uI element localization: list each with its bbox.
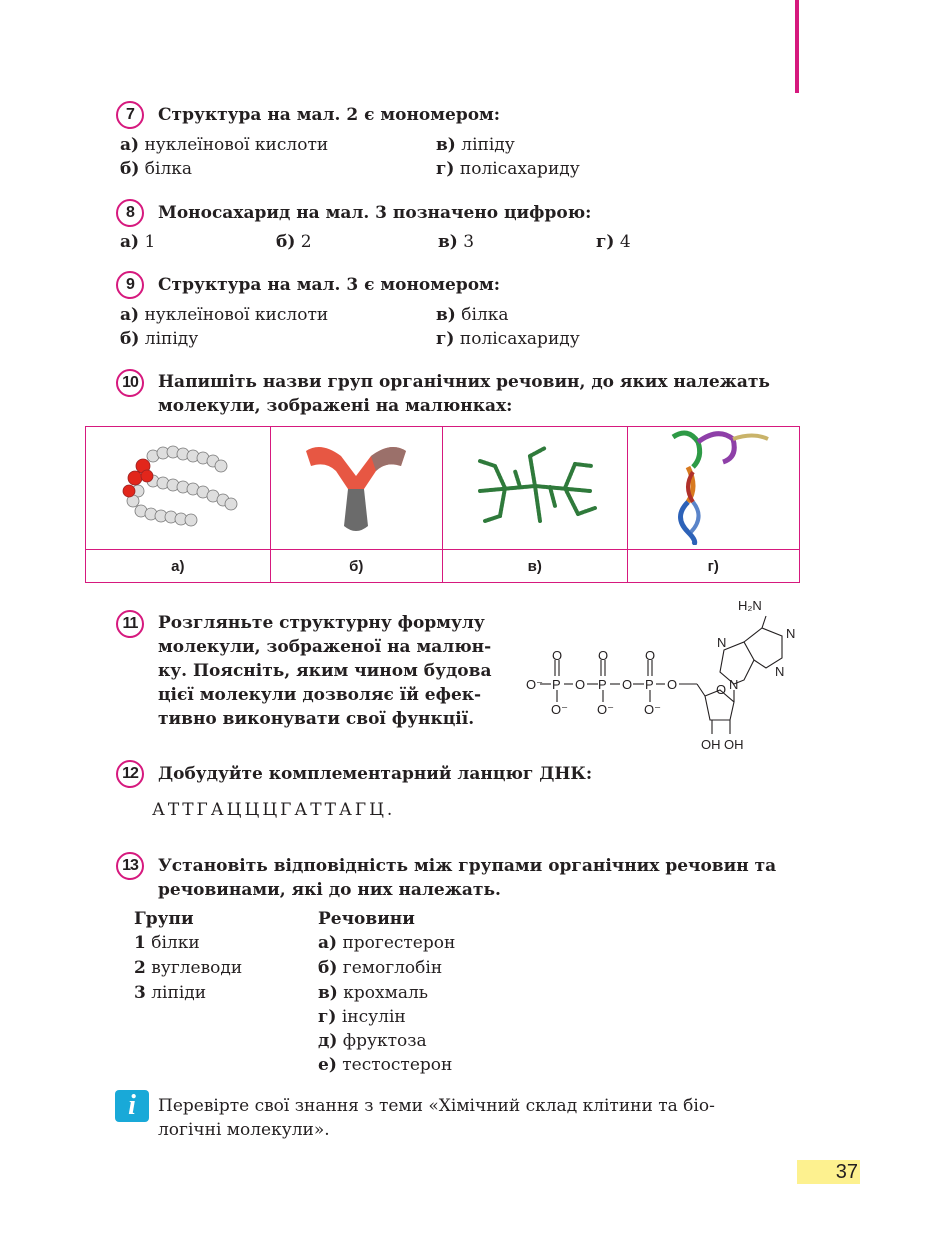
question-11-line5: тивно виконувати свої функції. — [158, 709, 475, 729]
option-7d: г) полісахариду — [436, 159, 580, 179]
substance-item: б) гемоглобін — [318, 958, 443, 978]
option-8c: в) 3 — [438, 232, 475, 252]
atp-structural-formula — [520, 592, 820, 757]
formula-n-label-4: N — [729, 677, 739, 692]
molecule-label-d: г) — [627, 550, 799, 583]
formula-ring-o: O — [716, 682, 727, 697]
lipid-spacefill-icon — [103, 436, 253, 536]
question-number-13: 13 — [116, 852, 144, 880]
question-13-line1: Установіть відповідність між групами органічних речовин та — [158, 856, 777, 876]
formula-n-label-2: N — [786, 626, 796, 641]
formula-o-bridge-2: O — [622, 677, 633, 692]
formula-o-top-3: O — [645, 648, 656, 663]
margin-accent-line — [795, 0, 799, 93]
substance-item: г) інсулін — [318, 1007, 406, 1027]
formula-h2n-label: H₂N — [738, 598, 762, 613]
dna-sequence: АТТГАЦЦЦГАТТАГЦ. — [152, 800, 396, 820]
formula-o-top-1: O — [552, 648, 563, 663]
substance-item: в) крохмаль — [318, 983, 429, 1003]
option-7c: в) ліпіду — [436, 135, 515, 155]
question-11-line3: ку. Поясніть, яким чином будова — [158, 661, 492, 681]
formula-o-minus-2: O⁻ — [597, 702, 614, 717]
page-number: 37 — [797, 1160, 860, 1184]
info-icon: i — [115, 1090, 149, 1122]
option-9c: в) білка — [436, 305, 509, 325]
substance-item: д) фруктоза — [318, 1031, 427, 1051]
info-line2: логічні молекули». — [158, 1120, 330, 1140]
question-11-line1: Розгляньте структурну формулу — [158, 613, 485, 633]
question-number-12: 12 — [116, 760, 144, 788]
option-8a: а) 1 — [120, 232, 156, 252]
question-11-line4: цієї молекули дозволяє їй ефек- — [158, 685, 482, 705]
option-8d: г) 4 — [596, 232, 631, 252]
option-9b: б) ліпіду — [120, 329, 199, 349]
molecule-image-d — [627, 427, 799, 550]
option-8b: б) 2 — [276, 232, 312, 252]
formula-n-label-1: N — [717, 635, 727, 650]
group-item: 3 ліпіди — [134, 983, 207, 1003]
substance-item: е) тестостерон — [318, 1055, 453, 1075]
option-9a: а) нуклеїнової кислоти — [120, 305, 329, 325]
question-10-line1: Напишіть назви груп органічних речовин, до яких належать — [158, 372, 770, 392]
option-9d: г) полісахариду — [436, 329, 580, 349]
molecule-image-b — [270, 427, 442, 550]
substance-item: а) прогестерон — [318, 933, 456, 953]
molecule-label-a: а) — [86, 550, 271, 583]
question-8-text: Моносахарид на мал. 3 позначено цифрою: — [158, 203, 592, 223]
group-item: 2 вуглеводи — [134, 958, 243, 978]
formula-o-minus-left: O⁻ — [526, 677, 543, 692]
question-11-line2: молекули, зображеної на малюн- — [158, 637, 492, 657]
info-line1: Перевірте свої знання з теми «Хімічний склад клітини та біо- — [158, 1096, 715, 1116]
option-7b: б) білка — [120, 159, 193, 179]
question-number-9: 9 — [116, 271, 144, 299]
formula-p-3: P — [645, 677, 654, 692]
question-12-text: Добудуйте комплементарний ланцюг ДНК: — [158, 764, 593, 784]
formula-o-minus-3: O⁻ — [644, 702, 661, 717]
formula-oh-2: OH — [724, 737, 744, 752]
groups-header: Групи — [134, 909, 194, 929]
formula-p-2: P — [598, 677, 607, 692]
formula-n-label-3: N — [775, 664, 785, 679]
antibody-protein-icon — [286, 431, 426, 541]
substances-header: Речовини — [318, 909, 415, 929]
molecule-image-a — [86, 427, 271, 550]
formula-o-bridge-1: O — [575, 677, 586, 692]
question-9-text: Структура на мал. 3 є мономером: — [158, 275, 501, 295]
trna-structure-icon — [643, 427, 783, 545]
molecule-label-c: в) — [442, 550, 627, 583]
formula-o-minus-1: O⁻ — [551, 702, 568, 717]
formula-oh-1: OH — [701, 737, 721, 752]
molecules-table — [85, 426, 800, 583]
question-10-line2: молекули, зображені на малюнках: — [158, 396, 513, 416]
question-number-7: 7 — [116, 101, 144, 129]
question-number-10: 10 — [116, 369, 144, 397]
group-item: 1 білки — [134, 933, 200, 953]
glycogen-branched-icon — [460, 436, 610, 536]
formula-o-bridge-3: O — [667, 677, 678, 692]
molecule-image-c — [442, 427, 627, 550]
molecule-label-b: б) — [270, 550, 442, 583]
option-7a: а) нуклеїнової кислоти — [120, 135, 329, 155]
formula-p-1: P — [552, 677, 561, 692]
question-number-11: 11 — [116, 610, 144, 638]
question-13-line2: речовинами, які до них належать. — [158, 880, 501, 900]
question-number-8: 8 — [116, 199, 144, 227]
formula-o-top-2: O — [598, 648, 609, 663]
question-7-text: Структура на мал. 2 є мономером: — [158, 105, 501, 125]
